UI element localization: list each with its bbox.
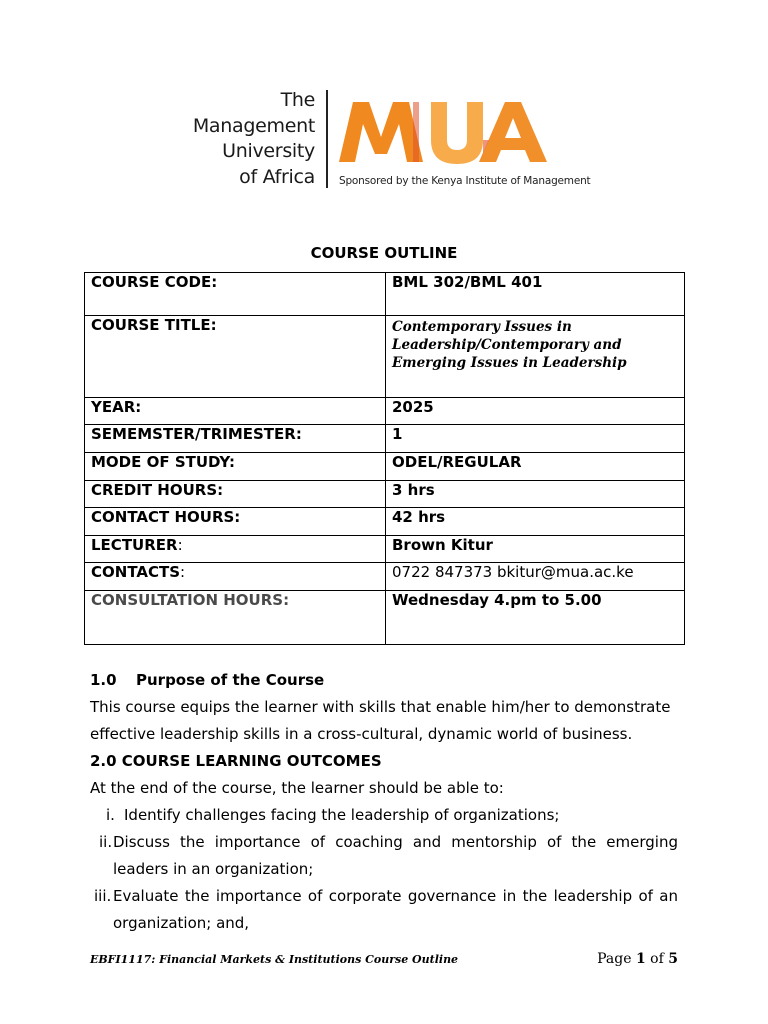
footer-page-number — [597, 951, 678, 967]
of-word: of — [650, 951, 664, 967]
section-heading-outcomes: 2.0 COURSE LEARNING OUTCOMES — [90, 752, 382, 770]
course-title-value: Contemporary Issues in Leadership/Contemporary and Emerging Issues in Leadership — [392, 319, 627, 371]
list-item-number: i. — [106, 806, 115, 824]
logo-divider — [326, 90, 328, 188]
contact-hours-value: 42 hrs — [392, 508, 446, 526]
logo-wordmark — [193, 88, 315, 190]
year-label: YEAR: — [91, 398, 142, 416]
logo-sponsor-tagline: Sponsored by the Kenya Institute of Management — [339, 175, 591, 187]
row-value — [386, 316, 685, 398]
list-item — [90, 883, 678, 937]
section-number: 1.0 — [90, 671, 117, 689]
list-item-number: ii. — [99, 833, 113, 851]
section-title: Purpose of the Course — [136, 671, 325, 689]
total-pages: 5 — [668, 951, 678, 967]
row-value — [386, 398, 685, 425]
contact-hours-label: CONTACT HOURS: — [91, 508, 241, 526]
course-body — [90, 667, 678, 937]
table-row — [85, 508, 685, 536]
section-heading-purpose — [90, 667, 678, 694]
university-logo — [185, 82, 590, 198]
row-value — [386, 481, 685, 508]
table-row — [85, 398, 685, 425]
row-value — [386, 536, 685, 563]
year-value: 2025 — [392, 398, 434, 416]
row-value — [386, 508, 685, 536]
contacts-value: 0722 847373 bkitur@mua.ac.ke — [392, 563, 634, 581]
list-item — [90, 802, 678, 829]
table-row — [85, 453, 685, 481]
consultation-value: Wednesday 4.pm to 5.00 — [392, 591, 602, 609]
lecturer-colon: : — [177, 536, 183, 554]
row-value — [386, 425, 685, 453]
list-item-number: iii. — [94, 887, 112, 905]
document-title: COURSE OUTLINE — [310, 244, 458, 262]
row-value — [386, 273, 685, 316]
table-row — [85, 316, 685, 398]
row-label — [85, 563, 386, 591]
lecturer-label: LECTURER — [91, 536, 178, 554]
row-label — [85, 508, 386, 536]
lecturer-value: Brown Kitur — [392, 536, 493, 554]
row-label — [85, 398, 386, 425]
mode-value: ODEL/REGULAR — [392, 453, 522, 471]
course-info-table — [84, 272, 685, 645]
table-row — [85, 591, 685, 645]
row-label — [85, 316, 386, 398]
consultation-label: CONSULTATION HOURS: — [91, 591, 290, 609]
table-row — [85, 273, 685, 316]
mode-label: MODE OF STUDY: — [91, 453, 235, 471]
logo-word: The — [280, 89, 315, 111]
row-value — [386, 563, 685, 591]
semester-label: SEMEMSTER/TRIMESTER: — [91, 425, 302, 443]
list-item-text: Identify challenges facing the leadership of organizations; — [124, 806, 560, 824]
row-label — [85, 591, 386, 645]
table-row — [85, 425, 685, 453]
current-page: 1 — [635, 951, 646, 967]
credit-hours-value: 3 hrs — [392, 481, 435, 499]
row-value — [386, 453, 685, 481]
row-label — [85, 425, 386, 453]
mua-logo-mark — [339, 92, 549, 168]
course-code-label: COURSE CODE: — [91, 273, 218, 291]
contacts-label: CONTACTS — [91, 563, 181, 581]
course-code-value: BML 302/BML 401 — [392, 273, 543, 291]
semester-value: 1 — [392, 425, 403, 443]
page-word: Page — [597, 951, 632, 967]
list-item-text: Discuss the importance of coaching and mentorship of the emerging leaders in an organization; — [113, 833, 678, 878]
logo-word: University — [222, 140, 315, 162]
row-label — [85, 273, 386, 316]
row-label — [85, 536, 386, 563]
outcomes-list — [90, 802, 678, 937]
outcomes-intro: At the end of the course, the learner should be able to: — [90, 779, 504, 797]
logo-word: of Africa — [239, 165, 315, 188]
table-row — [85, 536, 685, 563]
logo-word: Management — [192, 114, 315, 137]
purpose-paragraph: This course equips the learner with skills that enable him/her to demonstrate effective leadership skills in a cross-cultural, dynamic world of business. — [90, 698, 671, 743]
contacts-colon: : — [180, 563, 186, 581]
course-title-label: COURSE TITLE: — [91, 316, 217, 334]
table-row — [85, 563, 685, 591]
credit-hours-label: CREDIT HOURS: — [91, 481, 224, 499]
list-item — [90, 829, 678, 883]
row-label — [85, 481, 386, 508]
row-value — [386, 591, 685, 645]
table-row — [85, 481, 685, 508]
list-item-text: Evaluate the importance of corporate governance in the leadership of an organization; and, — [113, 887, 678, 932]
footer-course-title: EBFI1117: Financial Markets & Institutions Course Outline — [90, 953, 459, 966]
row-label — [85, 453, 386, 481]
